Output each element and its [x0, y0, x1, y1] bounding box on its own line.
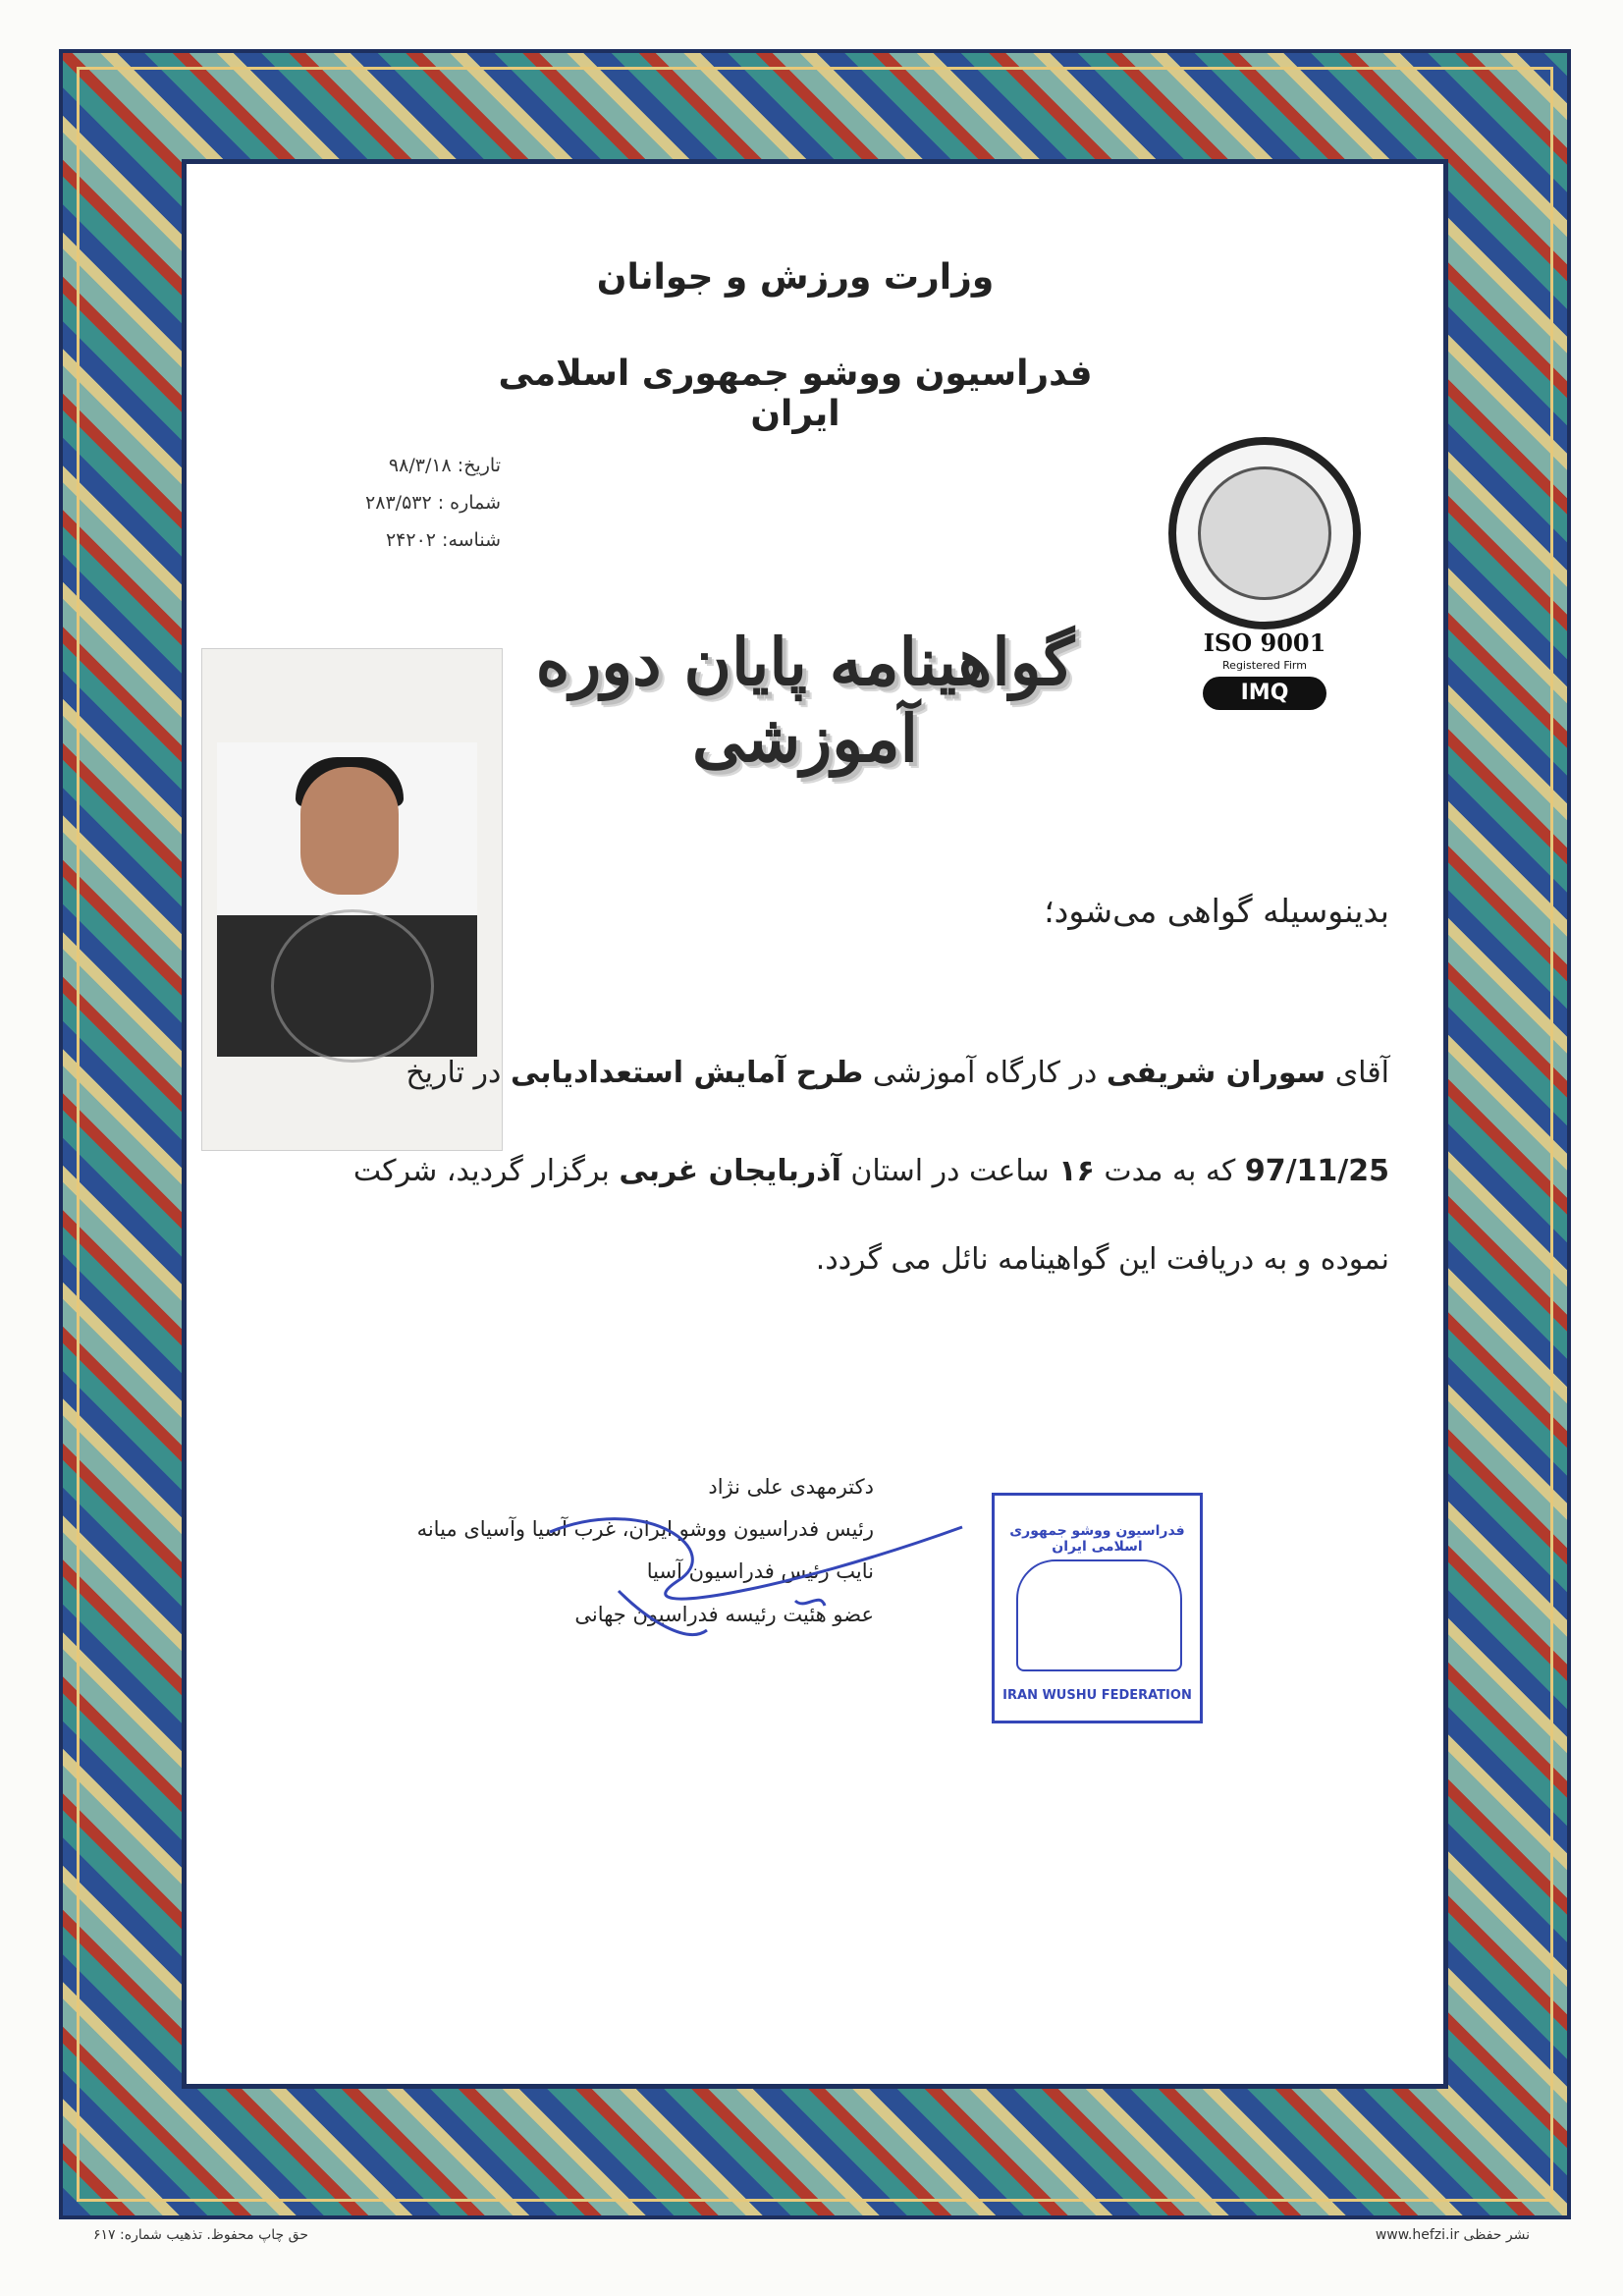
- footer-right: www.hefzi.ir نشر حفظی: [1375, 2227, 1530, 2243]
- document-meta: [324, 447, 501, 559]
- course-hours: ۱۶: [1058, 1154, 1095, 1188]
- l2-prefix: که به مدت: [1094, 1154, 1245, 1188]
- meta-number: شماره : ۲۸۳/۵۳۲: [365, 492, 501, 514]
- ministry-heading: وزارت ورزش و جوانان: [596, 257, 995, 298]
- body-line-3: نموده و به دریافت این گواهینامه نائل می گردد.: [815, 1242, 1389, 1277]
- photo-stamp: [271, 909, 434, 1063]
- l1-prefix: آقای: [1325, 1056, 1389, 1090]
- certificate-title: گواهینامه پایان دوره آموزشی: [535, 624, 1075, 777]
- footer-left: حق چاپ محفوظ. تذهیب شماره: ۶۱۷: [93, 2227, 308, 2243]
- meta-date: تاریخ: ۹۸/۳/۱۸: [388, 455, 501, 476]
- seal-bottom-text: IRAN WUSHU FEDERATION: [1002, 1688, 1192, 1703]
- intro-line: بدینوسیله گواهی می‌شود؛: [1044, 892, 1389, 930]
- photo-face: [300, 767, 399, 895]
- l1-middle: در کارگاه آموزشی: [863, 1056, 1107, 1090]
- l1-suffix: در تاریخ: [406, 1056, 511, 1090]
- course-name: طرح آمایش استعدادیابی: [510, 1056, 864, 1090]
- seal-mountain-icon: [1016, 1559, 1182, 1671]
- course-date: 97/11/25: [1244, 1154, 1389, 1188]
- federation-seal: [992, 1493, 1203, 1723]
- signatory-name: دکترمهدی علی نژاد: [708, 1475, 874, 1499]
- seal-top-text: فدراسیون ووشو جمهوری اسلامی ایران: [1009, 1523, 1185, 1555]
- meta-id: شناسه: ۲۴۲۰۲: [385, 529, 501, 551]
- province-name: آذربایجان غربی: [619, 1154, 841, 1188]
- federation-emblem: [1159, 437, 1375, 722]
- federation-heading: فدراسیون ووشو جمهوری اسلامی ایران: [498, 354, 1093, 434]
- signatory-role-2: نایب رئیس فدراسیون آسیا: [646, 1559, 874, 1583]
- emblem-mountain-icon: [1198, 466, 1331, 600]
- l2-middle: ساعت در استان: [840, 1154, 1059, 1188]
- body-line-2: [285, 1154, 1389, 1188]
- l2-suffix: برگزار گردید، شرکت: [352, 1154, 620, 1188]
- imq-logo: IMQ: [1203, 677, 1326, 710]
- holder-name: سوران شریفی: [1106, 1056, 1326, 1090]
- signatory-role-3: عضو هئیت رئیسه فدراسیون جهانی: [574, 1603, 874, 1626]
- handwritten-signature: [530, 1473, 982, 1650]
- body-line-1: [285, 1056, 1389, 1090]
- iso-label: ISO 9001: [1203, 629, 1326, 657]
- registered-label: Registered Firm: [1222, 659, 1307, 672]
- signatory-role-1: رئیس فدراسیون ووشو ایران، غرب آسیا وآسیای میانه: [416, 1517, 874, 1541]
